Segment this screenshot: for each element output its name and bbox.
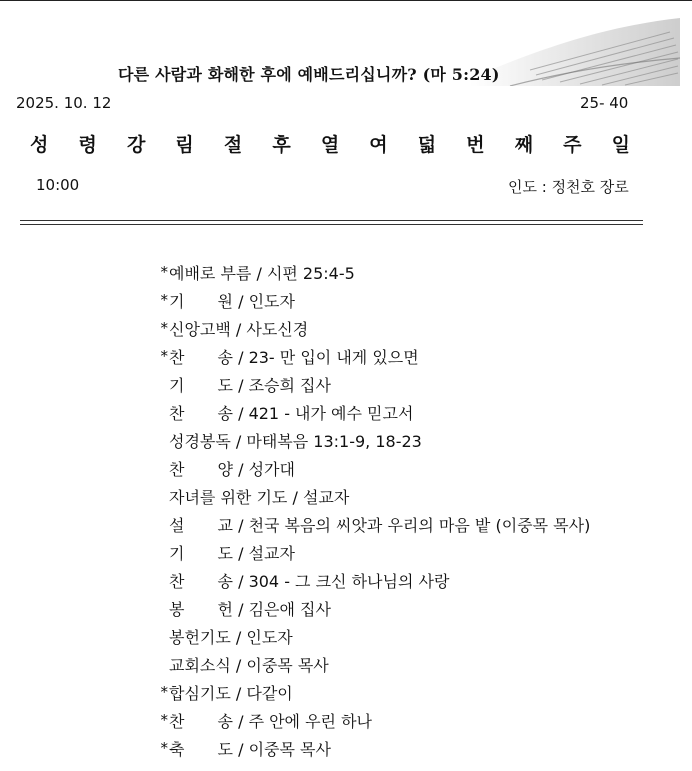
item-label (169, 737, 233, 760)
worship-item (148, 538, 648, 566)
service-date: 2025. 10. 12 (16, 94, 112, 112)
item-label (169, 457, 233, 480)
item-label (169, 513, 233, 536)
item-label (169, 289, 233, 312)
item-label-char: 도 (217, 739, 233, 759)
item-detail: / 421 - 내가 예수 믿고서 (233, 403, 414, 423)
worship-item (148, 678, 648, 706)
worship-item (148, 398, 648, 426)
sunday-title (30, 130, 630, 160)
item-detail: / 이중목 목사 (233, 739, 331, 759)
scripture-motto: 다른 사람과 화해한 후에 예배드리십니까? (마 5:24) (118, 65, 500, 84)
worship-item (148, 370, 648, 398)
item-label: 봉헌기도 (169, 627, 231, 647)
item-detail: / 설교자 (233, 543, 295, 563)
item-label-char: 헌 (217, 599, 233, 619)
item-label-char: 찬 (169, 459, 185, 479)
item-label-char: 송 (217, 403, 233, 423)
item-label-char: 설 (169, 515, 185, 535)
item-detail: / 주 안에 우린 하나 (233, 711, 373, 731)
title-char: 강 (126, 134, 146, 156)
section-divider (20, 220, 643, 228)
title-char: 절 (223, 134, 243, 156)
item-label-char: 도 (217, 543, 233, 563)
item-label (169, 709, 233, 732)
worship-item (148, 622, 648, 650)
title-char: 후 (272, 134, 291, 156)
top-border-line (0, 0, 692, 1)
item-label-char: 기 (169, 291, 185, 311)
worship-item (148, 258, 648, 286)
standing-mark: * (160, 319, 168, 337)
standing-mark: * (160, 683, 168, 701)
item-label-char: 축 (169, 739, 185, 759)
item-label-char: 도 (217, 375, 233, 395)
order-of-worship (148, 258, 648, 762)
standing-mark: * (160, 347, 168, 365)
item-label (169, 401, 233, 424)
item-label-char: 기 (169, 375, 185, 395)
service-time: 10:00 (36, 176, 80, 194)
title-char: 열 (320, 134, 340, 156)
item-label: 예배로 부름 (169, 263, 252, 283)
title-char: 째 (514, 134, 534, 156)
item-detail: / 시편 25:4-5 (251, 263, 355, 283)
worship-item (148, 650, 648, 678)
item-detail: / 천국 복음의 씨앗과 우리의 마음 밭 (이중목 목사) (233, 515, 591, 535)
item-detail: / 다같이 (230, 683, 293, 703)
title-char: 림 (175, 134, 194, 156)
title-char: 령 (78, 134, 97, 156)
item-label (169, 345, 233, 368)
item-label-char: 송 (217, 711, 233, 731)
item-label-char: 원 (217, 291, 233, 311)
standing-mark: * (160, 263, 168, 281)
item-detail: / 설교자 (287, 487, 350, 507)
worship-item (148, 734, 648, 762)
standing-mark: * (160, 711, 168, 729)
item-label-char: 기 (169, 543, 185, 563)
service-leader: 인도 : 정천호 장로 (508, 178, 629, 196)
item-detail: / 인도자 (230, 627, 293, 647)
item-label-char: 교 (217, 515, 233, 535)
item-label: 신앙고백 (169, 319, 231, 339)
item-label-char: 찬 (169, 403, 185, 423)
item-label: 교회소식 (169, 655, 231, 675)
item-label-char: 봉 (169, 599, 185, 619)
item-label (169, 597, 233, 620)
bulletin-number: 25- 40 (580, 94, 629, 112)
worship-item (148, 482, 648, 510)
standing-mark: * (160, 291, 168, 309)
worship-item (148, 286, 648, 314)
worship-item (148, 454, 648, 482)
item-detail: / 조승희 집사 (233, 375, 331, 395)
worship-item (148, 594, 648, 622)
item-detail: / 23- 만 입이 내게 있으면 (233, 347, 419, 367)
item-label (169, 373, 233, 396)
worship-item (148, 342, 648, 370)
item-detail: / 성가대 (233, 459, 295, 479)
item-detail: / 304 - 그 크신 하나님의 사랑 (233, 571, 450, 591)
title-char: 덟 (417, 134, 437, 156)
item-label-char: 찬 (169, 571, 185, 591)
worship-item (148, 510, 648, 538)
item-detail: / 김은애 집사 (233, 599, 331, 619)
worship-item (148, 706, 648, 734)
item-detail: / 인도자 (233, 291, 295, 311)
item-label: 성경봉독 (169, 431, 231, 451)
item-detail: / 마태복음 13:1-9, 18-23 (230, 431, 422, 451)
worship-item (148, 426, 648, 454)
item-label-char: 찬 (169, 347, 185, 367)
item-label-char: 송 (217, 347, 233, 367)
worship-item (148, 566, 648, 594)
open-book-image (470, 18, 680, 86)
title-char: 일 (611, 134, 630, 156)
item-label-char: 찬 (169, 711, 185, 731)
title-char: 주 (563, 134, 582, 156)
item-detail: / 이중목 목사 (230, 655, 329, 675)
item-label: 자녀를 위한 기도 (169, 487, 288, 507)
item-label (169, 569, 233, 592)
title-char: 번 (466, 134, 485, 156)
item-label (169, 541, 233, 564)
worship-item (148, 314, 648, 342)
item-label-char: 양 (217, 459, 233, 479)
standing-mark: * (160, 739, 168, 757)
item-label-char: 송 (217, 571, 233, 591)
title-char: 성 (30, 134, 49, 156)
item-detail: / 사도신경 (230, 319, 309, 339)
title-char: 여 (369, 134, 388, 156)
item-label: 합심기도 (169, 683, 231, 703)
